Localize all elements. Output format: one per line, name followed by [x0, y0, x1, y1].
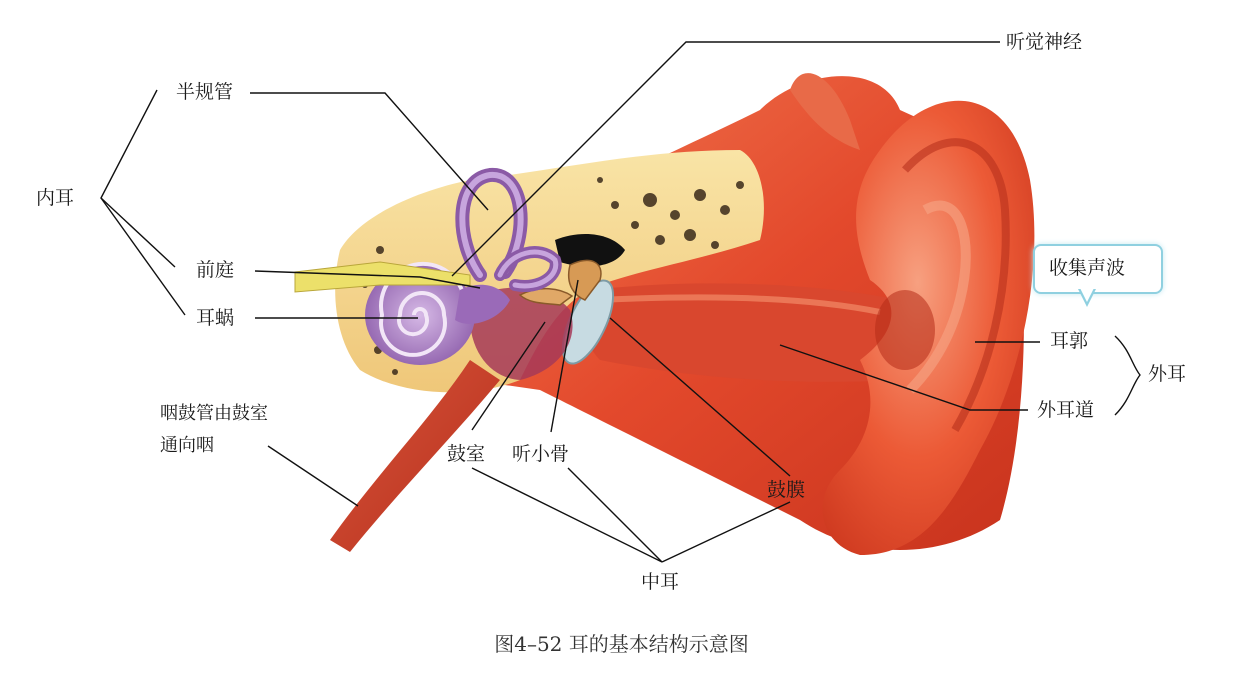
label-inner-ear: 内耳	[36, 187, 75, 209]
label-vestibule: 前庭	[196, 259, 235, 281]
callout-text: 收集声波	[1049, 257, 1126, 279]
label-eustachian-tube-line2: 通向咽	[160, 435, 214, 456]
figure-caption: 图4–52 耳的基本结构示意图	[494, 632, 749, 656]
label-auditory-nerve: 听觉神经	[1006, 31, 1083, 53]
label-outer-ear: 外耳	[1148, 363, 1187, 385]
label-tympanic-cavity: 鼓室	[447, 443, 486, 465]
label-cochlea: 耳蜗	[196, 307, 235, 329]
label-semicircular-canals: 半规管	[176, 81, 234, 103]
label-ear-canal: 外耳道	[1037, 399, 1095, 421]
label-auricle: 耳郭	[1050, 330, 1089, 352]
label-ossicles: 听小骨	[512, 443, 570, 465]
callout-tail-inner	[1080, 288, 1094, 302]
label-eustachian-tube-line1: 咽鼓管由鼓室	[160, 403, 268, 424]
label-eardrum: 鼓膜	[767, 479, 806, 501]
label-middle-ear: 中耳	[641, 571, 680, 593]
